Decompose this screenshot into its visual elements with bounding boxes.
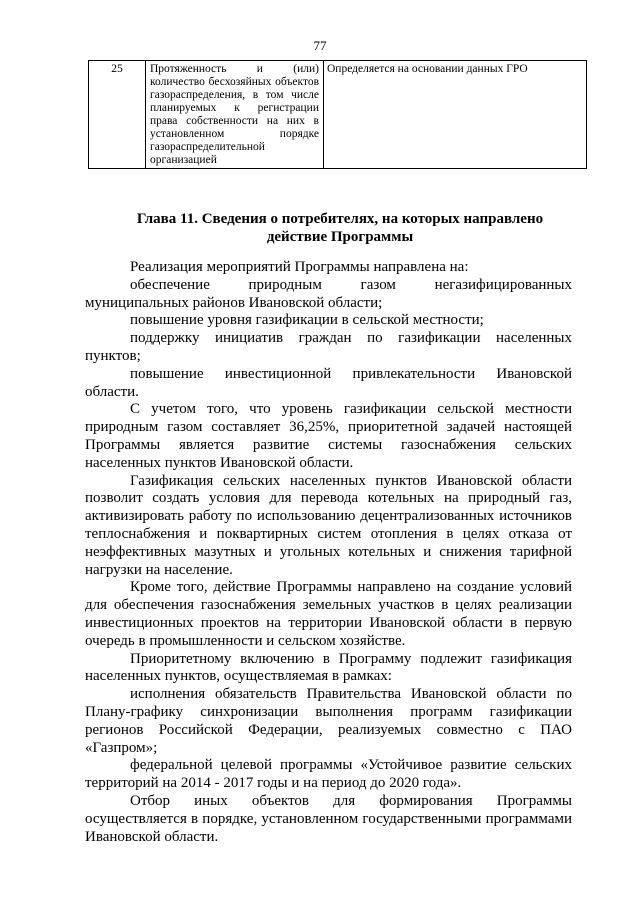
row-source-cell: Определяется на основании данных ГРО xyxy=(324,61,587,169)
row-description-cell: Протяженность и (или) количество бесхозяйных объектов газораспределения, в том числе планируемых к регистрации права собственности на них в установленном порядке газораспределительной организацией xyxy=(146,61,324,169)
body-text xyxy=(85,259,572,846)
paragraph: поддержку инициатив граждан по газификации населенных пунктов; xyxy=(85,330,572,364)
paragraph: Кроме того, действие Программы направлено на создание условий для обеспечения газоснабжения земельных участков в целях реализации инвестиционных проектов на территории Ивановской области в первую очередь в промышленности и сельском хозяйстве. xyxy=(85,579,572,649)
paragraph: Приоритетному включению в Программу подлежит газификация населенных пунктов, осуществляемая в рамках: xyxy=(85,650,572,685)
indicator-table xyxy=(88,60,587,169)
table-row xyxy=(89,61,587,169)
paragraph: повышение уровня газификации в сельской местности; xyxy=(130,312,484,329)
paragraph: С учетом того, что уровень газификации сельской местности природным газом составляет 36,25%, приоритетной задачей настоящей Программы является развитие системы газоснабжения сельских населенных пунктов Ивановской области. xyxy=(85,401,572,471)
paragraph: Реализация мероприятий Программы направлена на: xyxy=(130,259,469,275)
paragraph: Газификация сельских населенных пунктов Ивановской области позволит создать условия для перевода котельных на природный газ, активизировать работу по использованию децентрализованных источников теплоснабжения и поквартирных систем отопления в целях отказа от неэффективных мазутных и угольных котельных и снижения тарифной нагрузки на население. xyxy=(85,472,572,578)
paragraph: повышение инвестиционной привлекательности Ивановской области. xyxy=(85,365,572,400)
paragraph: исполнения обязательств Правительства Ивановской области по Плану-графику синхронизации выполнения программ газификации регионов Российской Федерации, реализуемых совместно с ПАО «Газпром»; xyxy=(85,686,572,756)
row-number-cell: 25 xyxy=(89,61,146,169)
chapter-heading: Глава 11. Сведения о потребителях, на которых направлено действие Программы xyxy=(136,211,544,245)
page-number: 77 xyxy=(313,38,327,53)
paragraph: федеральной целевой программы «Устойчивое развитие сельских территорий на 2014 - 2017 годы и на период до 2020 года». xyxy=(85,757,572,792)
paragraph: обеспечение природным газом негазифицированных муниципальных районов Ивановской области; xyxy=(85,276,572,311)
paragraph: Отбор иных объектов для формирования Программы осуществляется в порядке, установленном государственными программами Ивановской области. xyxy=(85,792,572,845)
